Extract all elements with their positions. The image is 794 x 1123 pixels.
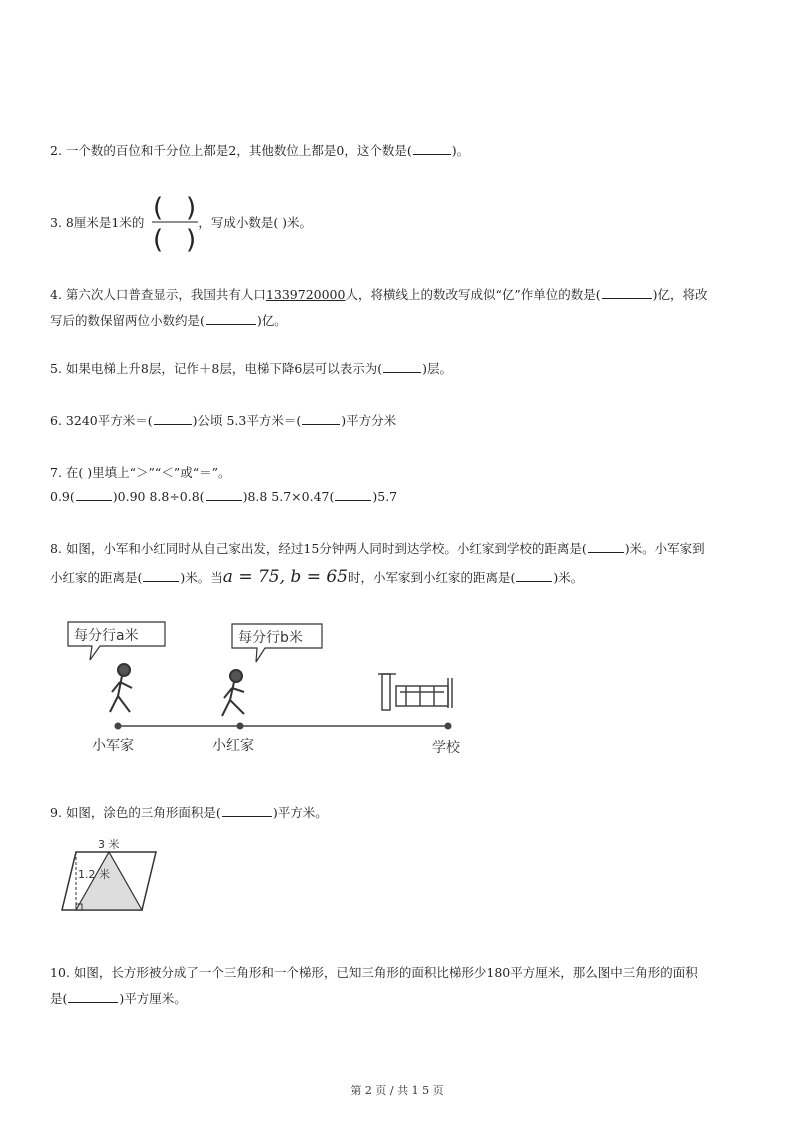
question-text: 时，小军家到小红家的距离是( [347,570,516,585]
answer-blank[interactable] [76,486,112,501]
label-xiaohong-home: 小红家 [212,738,254,754]
walking-distance-figure [60,612,480,762]
answer-blank[interactable] [206,310,256,325]
question-number: 9. [50,805,62,820]
parallelogram-figure [54,836,166,916]
question-text: )米。小军家到 [624,541,705,556]
bubble-text: 每分行b米 [238,630,303,646]
answer-blank[interactable] [516,567,552,582]
label-xiaojun-home: 小军家 [92,738,134,754]
question-4 [50,282,750,308]
answer-blank[interactable] [383,358,421,373]
question-text: )5.7 [372,489,398,504]
question-text: 小红家的距离是( [50,570,143,585]
question-text: 人，将横线上的数改写成似“亿”作单位的数是( [345,287,601,302]
answer-blank[interactable] [588,538,624,553]
svg-text:): ) [186,225,197,254]
runner-icon [110,664,132,712]
question-text: )平方厘米。 [119,991,187,1006]
answer-blank[interactable] [602,284,652,299]
answer-blank[interactable] [206,486,242,501]
speech-bubble-xiaohong [232,624,322,662]
question-text: )亿，将改 [652,287,708,302]
question-text: )。 [451,143,470,158]
question-number: 4. [50,287,62,302]
question-5 [50,356,750,382]
answer-blank[interactable] [68,988,118,1003]
point-xiaojun [115,723,122,730]
question-text: )米。 [553,570,584,585]
question-text: 如图，涂色的三角形面积是( [65,805,221,820]
question-text: 在( )里填上“＞”“＜”或“＝”。 [65,465,231,480]
question-text: )公顷 5.3平方米＝( [192,413,302,428]
question-text: )亿。 [256,313,287,328]
bubble-text: 每分行a米 [74,628,139,644]
question-number: 8. [50,541,62,556]
question-text: )平方米。 [272,805,328,820]
question-number: 2. [50,143,62,158]
svg-text:): ) [186,193,197,223]
point-school [445,723,452,730]
school-icon [378,674,452,710]
question-text: 第六次人口普查显示，我国共有人口 [65,287,266,302]
question-6 [50,408,750,434]
question-7-line2 [50,484,750,510]
question-text: )层。 [422,361,453,376]
question-text: )0.90 8.8÷0.8( [112,489,205,504]
answer-blank[interactable] [302,410,340,425]
top-length-label: 3 米 [98,838,120,851]
question-text: 是( [50,991,68,1006]
question-2 [50,138,750,164]
question-8-line2 [50,564,750,591]
answer-blank[interactable] [143,567,179,582]
underlined-number: 1339720000 [265,287,346,302]
question-text: )8.8 5.7×0.47( [242,489,335,504]
question-text: 如图，小军和小红同时从自己家出发，经过15分钟两人同时到达学校。小红家到学校的距离是( [65,541,587,556]
question-9 [50,800,750,826]
question-text: )平方分米 [341,413,397,428]
question-number: 7. [50,465,62,480]
svg-text:(: ( [153,193,164,223]
question-7 [50,460,750,486]
page-footer: 第 2 页 / 共 1 5 页 [350,1084,444,1097]
question-text: 0.9( [50,489,75,504]
svg-text:(: ( [153,225,164,254]
question-text: 3240平方米＝( [65,413,153,428]
question-10 [50,960,750,986]
height-label: 1.2 米 [78,868,110,881]
question-text: 如图，长方形被分成了一个三角形和一个梯形，已知三角形的面积比梯形少180平方厘米，那么图中三角形的面积 [73,965,698,980]
question-text: ，写成小数是( )米。 [198,215,313,230]
speech-bubble-xiaojun [68,622,165,660]
question-text: )米。当 [180,570,223,585]
question-number: 3. [50,215,62,230]
question-8 [50,536,750,562]
math-expression: a = 75, b = 65 [222,567,348,587]
label-school: 学校 [432,740,460,756]
question-10-line2 [50,986,750,1012]
question-number: 6. [50,413,62,428]
answer-blank[interactable] [335,486,371,501]
answer-blank[interactable] [222,802,272,817]
runner-icon [222,670,244,716]
question-number: 10. [50,965,70,980]
question-4-line2 [50,308,750,334]
question-text: 8厘米是1米的 [65,215,145,230]
answer-blank[interactable] [413,140,451,155]
answer-blank[interactable] [154,410,192,425]
question-text: 写后的数保留两位小数约是( [50,313,205,328]
point-xiaohong [237,723,244,730]
question-number: 5. [50,361,62,376]
question-text: 一个数的百位和千分位上都是2，其他数位上都是0，这个数是( [65,143,412,158]
fraction-blank[interactable] [150,192,200,254]
question-text: 如果电梯上升8层，记作＋8层，电梯下降6层可以表示为( [65,361,383,376]
